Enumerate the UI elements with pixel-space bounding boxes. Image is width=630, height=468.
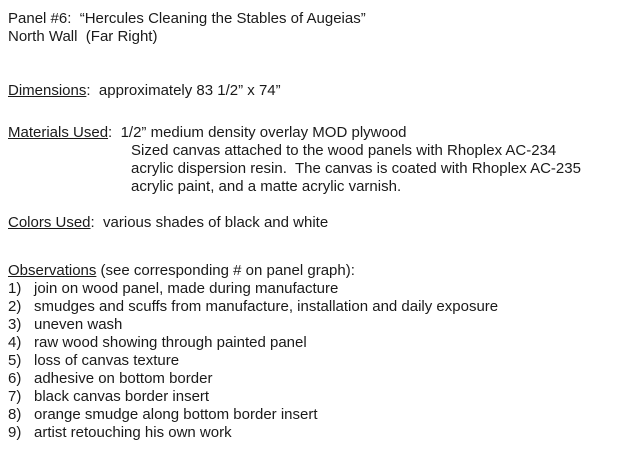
colors-line [8, 214, 623, 232]
materials-label: Materials Used [8, 124, 109, 141]
item-text: black canvas border insert [34, 388, 210, 405]
materials-line-2: Sized canvas attached to the wood panels with Rhoplex AC-234 [131, 142, 557, 159]
condition-report [8, 10, 623, 442]
spacer [8, 46, 623, 82]
observations-note: (see corresponding # on panel graph): [100, 262, 355, 279]
item-number: 7) [8, 388, 22, 405]
list-item [8, 316, 623, 334]
observations-list [8, 280, 623, 442]
dimensions-value: approximately 83 1/2” x 74” [98, 82, 281, 99]
list-item [8, 406, 623, 424]
item-number: 8) [8, 406, 22, 423]
list-item [8, 280, 623, 298]
item-text: adhesive on bottom border [34, 370, 213, 387]
item-text: join on wood panel, made during manufacture [34, 280, 339, 297]
list-item [8, 334, 623, 352]
panel-location: North Wall (Far Right) [8, 28, 158, 45]
item-text: artist retouching his own work [34, 424, 232, 441]
item-number: 1) [8, 280, 22, 297]
list-item [8, 388, 623, 406]
list-item [8, 424, 623, 442]
materials-value-1: 1/2” medium density overlay MOD plywood [120, 124, 407, 141]
item-number: 3) [8, 316, 22, 333]
item-number: 4) [8, 334, 22, 351]
item-number: 6) [8, 370, 22, 387]
panel-title: Panel #6: “Hercules Cleaning the Stables of Augeias” [8, 10, 366, 27]
dimensions-line [8, 82, 623, 100]
item-text: uneven wash [34, 316, 123, 333]
label-colon: : [90, 214, 104, 231]
item-number: 5) [8, 352, 22, 369]
list-item [8, 352, 623, 370]
observations-heading [8, 262, 623, 280]
materials-line-3: acrylic dispersion resin. The canvas is coated with Rhoplex AC-235 [131, 160, 581, 177]
spacer [8, 232, 623, 262]
list-item [8, 298, 623, 316]
dimensions-label: Dimensions [8, 82, 87, 99]
item-number: 9) [8, 424, 22, 441]
materials-line-1 [8, 124, 623, 142]
item-text: raw wood showing through painted panel [34, 334, 307, 351]
observations-label: Observations [8, 262, 97, 279]
materials-line-4: acrylic paint, and a matte acrylic varnish. [131, 178, 402, 195]
label-colon: : [108, 124, 121, 141]
colors-label: Colors Used [8, 214, 91, 231]
item-text: loss of canvas texture [34, 352, 180, 369]
spacer [8, 100, 623, 124]
item-text: orange smudge along bottom border insert [34, 406, 318, 423]
colors-value: various shades of black and white [103, 214, 329, 231]
label-colon: : [86, 82, 99, 99]
spacer [8, 196, 623, 214]
item-number: 2) [8, 298, 22, 315]
list-item [8, 370, 623, 388]
item-text: smudges and scuffs from manufacture, installation and daily exposure [34, 298, 499, 315]
